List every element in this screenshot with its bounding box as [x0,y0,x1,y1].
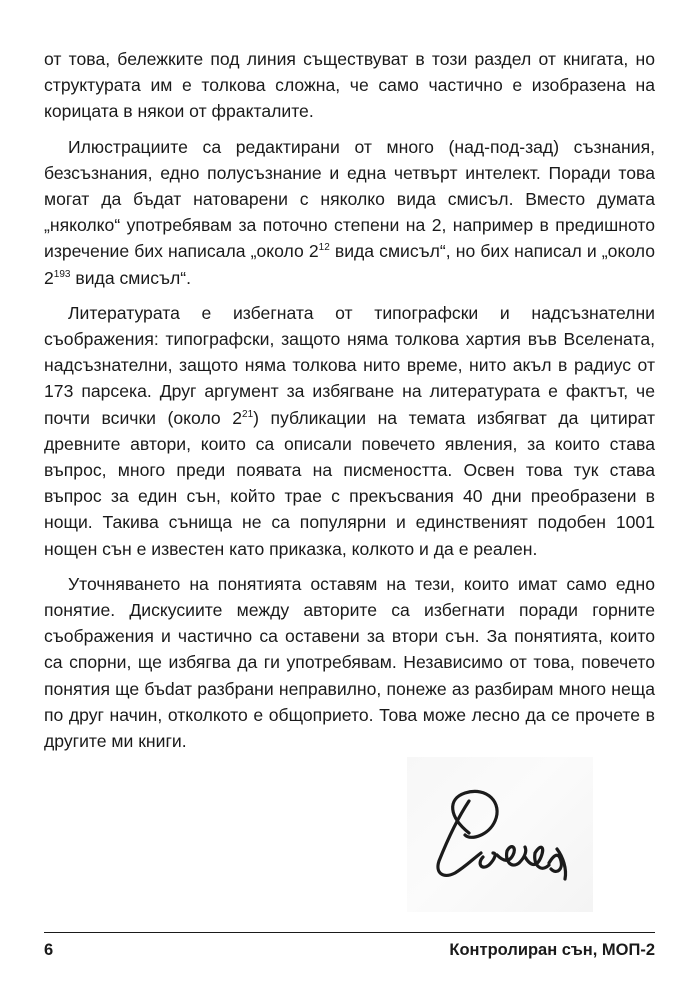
body-text [44,46,655,763]
paragraph-3 [44,300,655,562]
paragraph-1: от това, бележките под линия съществуват в този раздел от книгата, но структурата им е толкова сложна, че само частично е изобразена на корицата в някои от фракталите. [44,49,655,122]
paragraph-3-text-b: ) публикации на темата избягват да цитират древните автори, които са описали повечето явления, за които става въпрос, много преди появата на писмеността. Освен това тук става въпрос за един сън, който трае с прекъсвания 40 дни преобразени в нощи. Такива сънища не са популярни и единственият подобен 1001 нощен сън е известен като приказка, колкото и да е реален. [44,407,655,559]
exponent-193: 193 [53,268,71,280]
footer-rule [44,932,655,933]
signature-icon [407,757,593,912]
exponent-12: 12 [318,242,330,254]
running-title: Контролиран сън, МОП-2 [449,941,655,959]
signature [407,757,593,912]
paragraph-3-text-a: Литературата е избегната от типографски и надсъзнателни съображения: типографски, защото няма толкова хартия във Вселената, надсъзнателни, защото няма толкова нито време, нито акъл в радиус от 173 парсека. Друг аргумент за избягване на литературата е фактът, че почти всички (около 2 [44,302,655,428]
exponent-21: 21 [242,408,254,420]
paragraph-2-text-a: Илюстрациите са редактирани от много (над-под-зад) съзнания, безсъзнания, едно полусъзнание и една четвърт интелект. Поради това могат да бъдат натоварени с няколко вида смисъл. Вместо думата „няколко“ употребявам за поточно степени на 2, например в предишното изречение бих написала „около 2 [44,136,655,262]
paragraph-2 [44,134,655,291]
paragraph-4: Уточняването на понятията оставям на тези, които имат само едно понятие. Дискусиите между авторите са избегнати поради горните съображения и частично са оставени за втори сън. За понятията, които са спорни, ще избягва да ги употребявам. Независимо от това, повечето понятия ще бъdат разбрани неправилно, понеже аз разбирам много неща по друг начин, отколкото е общоприето. Това може лесно да се прочете в другите ми книги. [44,573,655,752]
paragraph-2-text-b: вида смисъл“, но бих написал и „около 2 [44,241,655,288]
paragraph-2-text-c: вида смисъл“. [70,267,192,288]
page-number: 6 [44,941,54,959]
